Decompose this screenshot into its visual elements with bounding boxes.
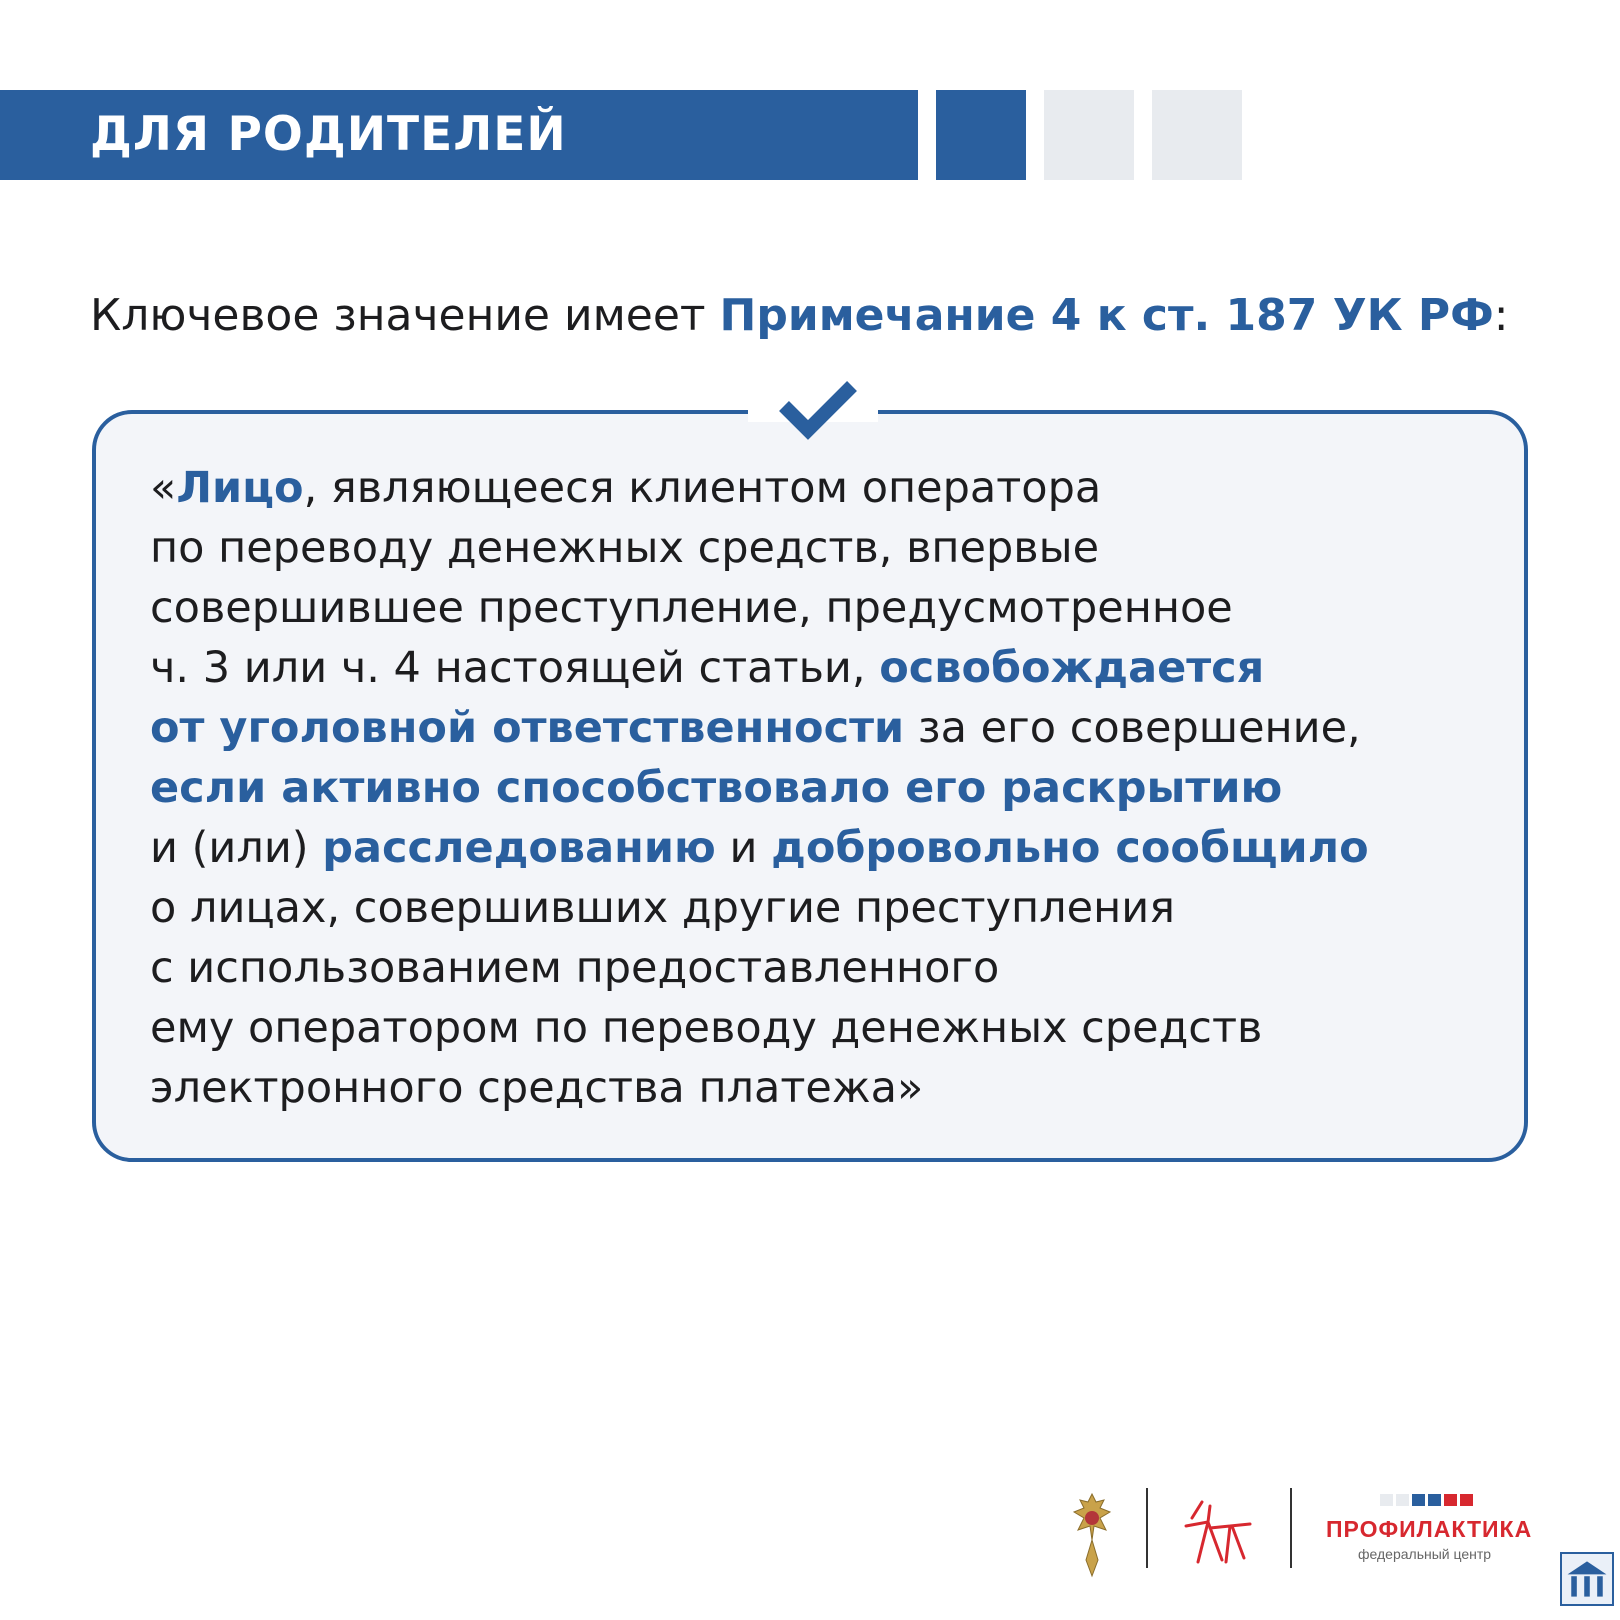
emblem-icon bbox=[1060, 1490, 1124, 1580]
quote-line: по переводу денежных средств, впервые bbox=[150, 523, 1100, 573]
prof-square bbox=[1444, 1494, 1457, 1506]
intro-text bbox=[90, 286, 1550, 346]
red-logo-icon bbox=[1180, 1500, 1260, 1566]
quote-highlight: расследованию bbox=[322, 823, 716, 873]
quote-line bbox=[150, 698, 1490, 758]
header-square-light bbox=[1044, 90, 1134, 180]
prof-square bbox=[1460, 1494, 1473, 1506]
logo-divider bbox=[1290, 1488, 1292, 1568]
quote-fragment: и (или) bbox=[150, 823, 323, 873]
header-square-dark bbox=[936, 90, 1026, 180]
header-bar bbox=[0, 90, 918, 180]
quote-line: ему оператором по переводу денежных средств bbox=[150, 1003, 1263, 1053]
logo-divider bbox=[1146, 1488, 1148, 1568]
quote-fragment: , являющееся клиентом оператора bbox=[303, 463, 1102, 513]
quote-line bbox=[150, 818, 1490, 878]
prof-square bbox=[1428, 1494, 1441, 1506]
quote-highlight: добровольно сообщило bbox=[771, 823, 1369, 873]
header-square-light bbox=[1152, 90, 1242, 180]
prof-logo-title: ПРОФИЛАКТИКА bbox=[1326, 1516, 1533, 1542]
footer-logos bbox=[1040, 1480, 1620, 1620]
quote-highlight: освобождается bbox=[879, 643, 1265, 693]
checkmark-icon bbox=[778, 378, 858, 440]
quote-fragment: ч. 3 или ч. 4 настоящей статьи, bbox=[150, 643, 880, 693]
quote-text bbox=[150, 458, 1490, 1118]
prof-square bbox=[1396, 1494, 1409, 1506]
quote-line: с использованием предоставленного bbox=[150, 943, 1000, 993]
prof-logo-subtitle: федеральный центр bbox=[1358, 1546, 1492, 1562]
quote-line: если активно способствовало его раскрытию bbox=[150, 763, 1283, 813]
intro-highlight: Примечание 4 к ст. 187 УК РФ bbox=[719, 290, 1494, 341]
prof-square bbox=[1412, 1494, 1425, 1506]
quote-line bbox=[150, 458, 1490, 518]
quote-fragment: за его совершение, bbox=[904, 703, 1361, 753]
corner-logo-icon bbox=[1560, 1552, 1614, 1606]
quote-line: совершившее преступление, предусмотренное bbox=[150, 583, 1233, 633]
quote-open-mark: « bbox=[150, 463, 177, 513]
quote-highlight: Лицо bbox=[176, 463, 304, 513]
quote-line bbox=[150, 638, 1490, 698]
quote-fragment: и bbox=[715, 823, 772, 873]
quote-highlight: от уголовной ответственности bbox=[150, 703, 905, 753]
quote-line: о лицах, совершивших другие преступления bbox=[150, 883, 1176, 933]
intro-suffix: : bbox=[1493, 290, 1509, 341]
page-title: ДЛЯ РОДИТЕЛЕЙ bbox=[90, 107, 567, 162]
intro-prefix: Ключевое значение имеет bbox=[90, 290, 720, 341]
prof-square bbox=[1380, 1494, 1393, 1506]
quote-line: электронного средства платежа» bbox=[150, 1063, 924, 1113]
prof-logo-squares bbox=[1380, 1494, 1473, 1506]
